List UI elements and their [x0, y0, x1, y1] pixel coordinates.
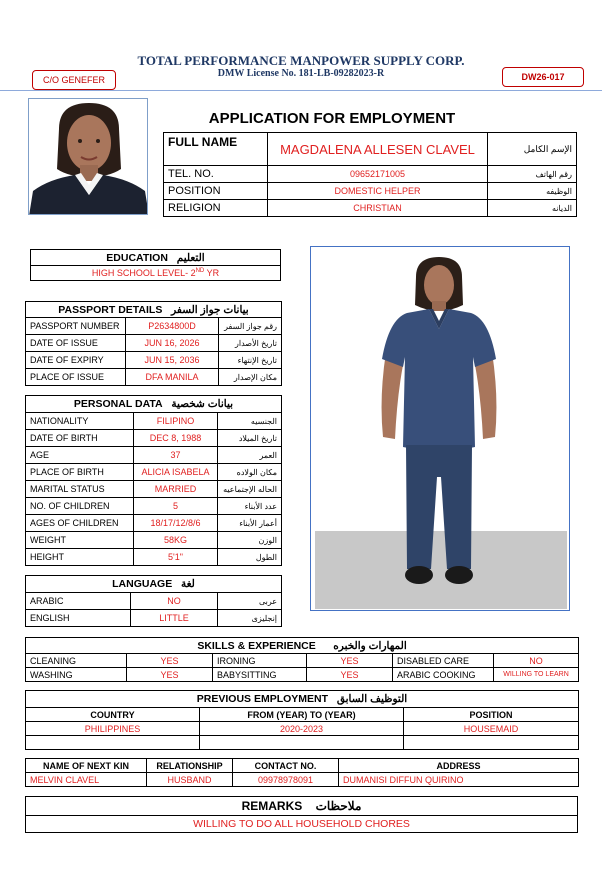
personal-value: ALICIA ISABELA [134, 464, 218, 481]
personal-value: DEC 8, 1988 [134, 430, 218, 447]
passport-value: JUN 16, 2026 [126, 335, 219, 352]
skill-value: YES [127, 654, 213, 668]
passport-label: DATE OF ISSUE [26, 335, 126, 352]
personal-data-table [25, 395, 282, 566]
applicant-full-body-photo [310, 246, 570, 611]
language-row [26, 593, 282, 610]
previous-empty-cell [200, 736, 404, 750]
skill-value: YES [127, 668, 213, 682]
kin-relationship: HUSBAND [147, 773, 233, 787]
skills-title: SKILLS & EXPERIENCE المهارات والخبره [26, 638, 579, 654]
personal-value: 58KG [134, 532, 218, 549]
skills-table [25, 637, 579, 682]
identity-value: DOMESTIC HELPER [268, 183, 488, 200]
passport-table [25, 301, 282, 386]
passport-row [26, 318, 282, 335]
skill-label: DISABLED CARE [393, 654, 494, 668]
identity-label: RELIGION [164, 200, 268, 217]
identity-label: TEL. NO. [164, 166, 268, 183]
personal-row [26, 549, 282, 566]
passport-row [26, 369, 282, 386]
full-name-arabic: الإسم الكامل [488, 133, 577, 166]
personal-value: MARRIED [134, 481, 218, 498]
personal-row [26, 430, 282, 447]
education-title: EDUCATION التعليم [31, 250, 281, 266]
kin-header-address: ADDRESS [339, 759, 579, 773]
remarks-value: WILLING TO DO ALL HOUSEHOLD CHORES [26, 816, 578, 833]
previous-employment-title: PREVIOUS EMPLOYMENT التوظيف السابق [26, 691, 579, 708]
code-tag: DW26-017 [502, 67, 584, 87]
skill-value: WILLING TO LEARN [494, 668, 579, 682]
identity-arabic: الوظيفه [488, 183, 577, 200]
kin-contact: 09978978091 [233, 773, 339, 787]
passport-value: P2634800D [126, 318, 219, 335]
personal-label: AGE [26, 447, 134, 464]
personal-row [26, 464, 282, 481]
kin-header-name: NAME OF NEXT KIN [26, 759, 147, 773]
skill-label: IRONING [213, 654, 307, 668]
skill-label: WASHING [26, 668, 127, 682]
passport-label: DATE OF EXPIRY [26, 352, 126, 369]
personal-value: FILIPINO [134, 413, 218, 430]
personal-label: NO. OF CHILDREN [26, 498, 134, 515]
education-table [30, 249, 281, 281]
full-name-label: FULL NAME [164, 133, 268, 166]
language-arabic: عربى [218, 593, 282, 610]
identity-arabic: رقم الهاتف [488, 166, 577, 183]
personal-value: 37 [134, 447, 218, 464]
agency-tag: C/O GENEFER [32, 70, 116, 90]
personal-row [26, 515, 282, 532]
personal-data-title: PERSONAL DATA بيانات شخصية [26, 396, 282, 413]
personal-row [26, 498, 282, 515]
personal-arabic: العمر [218, 447, 282, 464]
previous-country: PHILIPPINES [26, 722, 200, 736]
company-name: TOTAL PERFORMANCE MANPOWER SUPPLY CORP. [137, 53, 465, 68]
education-value: HIGH SCHOOL LEVEL- 2ND YR [31, 266, 281, 281]
identity-value: CHRISTIAN [268, 200, 488, 217]
passport-row [26, 335, 282, 352]
application-title: APPLICATION FOR EMPLOYMENT [208, 110, 456, 127]
skill-value: YES [307, 654, 393, 668]
previous-position: HOUSEMAID [404, 722, 579, 736]
identity-value: 09652171005 [268, 166, 488, 183]
previous-years: 2020-2023 [200, 722, 404, 736]
personal-arabic: الحاله الإجتماعيه [218, 481, 282, 498]
language-row [26, 610, 282, 627]
language-label: ARABIC [26, 593, 131, 610]
language-table [25, 575, 282, 627]
previous-empty-cell [404, 736, 579, 750]
kin-header-relationship: RELATIONSHIP [147, 759, 233, 773]
previous-header-years: FROM (YEAR) TO (YEAR) [200, 708, 404, 722]
skill-label: CLEANING [26, 654, 127, 668]
language-value: LITTLE [131, 610, 218, 627]
skill-value: NO [494, 654, 579, 668]
personal-row [26, 532, 282, 549]
remarks-table [25, 796, 578, 833]
table-row [26, 722, 579, 736]
skills-row [26, 654, 579, 668]
previous-header-position: POSITION [404, 708, 579, 722]
language-label: ENGLISH [26, 610, 131, 627]
kin-address: DUMANISI DIFFUN QUIRINO [339, 773, 579, 787]
personal-label: MARITAL STATUS [26, 481, 134, 498]
personal-label: DATE OF BIRTH [26, 430, 134, 447]
language-value: NO [131, 593, 218, 610]
skill-label: ARABIC COOKING [393, 668, 494, 682]
personal-value: 18/17/12/8/6 [134, 515, 218, 532]
passport-title: PASSPORT DETAILS بيانات جواز السفر [26, 302, 282, 318]
personal-label: WEIGHT [26, 532, 134, 549]
previous-empty-cell [26, 736, 200, 750]
skill-value: YES [307, 668, 393, 682]
passport-arabic: مكان الإصدار [219, 369, 282, 386]
personal-arabic: الطول [218, 549, 282, 566]
kin-header-contact: CONTACT NO. [233, 759, 339, 773]
passport-arabic: رقم جواز السفر [219, 318, 282, 335]
personal-value: 5 [134, 498, 218, 515]
passport-arabic: تاريخ الأصدار [219, 335, 282, 352]
identity-row [164, 183, 577, 200]
passport-arabic: تاريخ الإنتهاء [219, 352, 282, 369]
passport-row [26, 352, 282, 369]
personal-row [26, 413, 282, 430]
next-of-kin-table [25, 758, 579, 787]
previous-header-country: COUNTRY [26, 708, 200, 722]
previous-employment-table [25, 690, 579, 750]
identity-row [164, 200, 577, 217]
applicant-portrait-photo [28, 98, 148, 215]
header-divider [0, 90, 602, 91]
language-title: LANGUAGE لغة [26, 576, 282, 593]
personal-row [26, 481, 282, 498]
skill-label: BABYSITTING [213, 668, 307, 682]
passport-label: PASSPORT NUMBER [26, 318, 126, 335]
personal-arabic: الجنسيه [218, 413, 282, 430]
passport-value: JUN 15, 2036 [126, 352, 219, 369]
remarks-title: REMARKS ملاحظات [26, 797, 578, 816]
kin-name: MELVIN CLAVEL [26, 773, 147, 787]
personal-arabic: تاريخ الميلاد [218, 430, 282, 447]
personal-row [26, 447, 282, 464]
personal-arabic: مكان الولاده [218, 464, 282, 481]
personal-arabic: عدد الأبناء [218, 498, 282, 515]
passport-label: PLACE OF ISSUE [26, 369, 126, 386]
full-name-value: MAGDALENA ALLESEN CLAVEL [268, 133, 488, 166]
personal-arabic: الوزن [218, 532, 282, 549]
skills-row [26, 668, 579, 682]
personal-arabic: أعمار الأبناء [218, 515, 282, 532]
identity-table [163, 132, 577, 217]
passport-value: DFA MANILA [126, 369, 219, 386]
identity-arabic: الديانه [488, 200, 577, 217]
table-row [26, 736, 579, 750]
license-number: DMW License No. 181-LB-09282023-R [217, 68, 385, 79]
identity-label: POSITION [164, 183, 268, 200]
personal-label: AGES OF CHILDREN [26, 515, 134, 532]
identity-row [164, 166, 577, 183]
personal-label: PLACE OF BIRTH [26, 464, 134, 481]
language-arabic: إنجليزى [218, 610, 282, 627]
personal-label: HEIGHT [26, 549, 134, 566]
personal-value: 5'1" [134, 549, 218, 566]
personal-label: NATIONALITY [26, 413, 134, 430]
table-row [26, 773, 579, 787]
